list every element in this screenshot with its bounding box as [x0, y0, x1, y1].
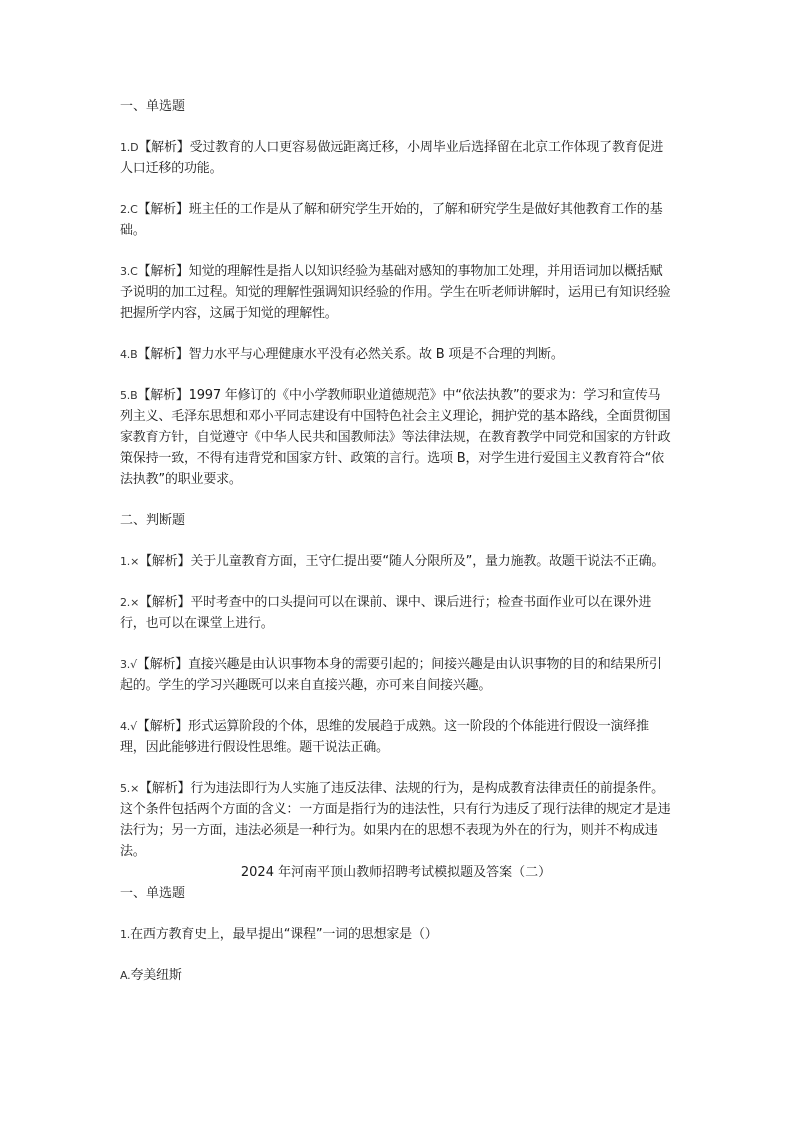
answer-item [120, 199, 672, 241]
answer-explanation: 【解析】受过教育的人口更容易做远距离迁移，小周毕业后选择留在北京工作体现了教育促进人口迁移的功能。 [120, 140, 664, 176]
answer-item [120, 778, 672, 862]
answer-number: 1.× [120, 555, 140, 568]
answer-number: 4.B [120, 348, 138, 361]
answer-explanation: 【解析】行为违法即行为人实施了违反法律、法规的行为，是构成教育法律责任的前提条件。这个条件包括两个方面的含义：一方面是指行为的违法性，只有行为违反了现行法律的规定才是违法行为；另一方面，违法必须是一种行为。如果内在的思想不表现为外在的行为，则并不构成违法。 [120, 781, 671, 859]
option-text: 夸美纽斯 [130, 968, 182, 983]
answer-item [120, 716, 672, 758]
answer-explanation: 【解析】智力水平与心理健康水平没有必然关系。故 B 项是不合理的判断。 [137, 347, 564, 362]
answer-item [120, 344, 672, 365]
answer-explanation: 【解析】关于儿童教育方面，王守仁提出要“随人分限所及”，量力施教。故题干说法不正确。 [139, 554, 665, 569]
option-letter: A. [120, 969, 131, 982]
answer-number: 1.D [120, 141, 139, 154]
section-heading-single-choice-2: 一、单选题 [120, 886, 186, 901]
option-item [120, 965, 672, 986]
document-title: 2024 年河南平顶山教师招聘考试模拟题及答案（二） [240, 865, 552, 880]
answer-explanation: 【解析】平时考查中的口头提问可以在课前、课中、课后进行；检查书面作业可以在课外进行，也可以在课堂上进行。 [120, 595, 652, 631]
answer-number: 4.√ [120, 720, 137, 733]
answer-explanation: 【解析】班主任的工作是从了解和研究学生开始的，了解和研究学生是做好其他教育工作的基础。 [120, 202, 663, 238]
section-heading-true-false: 二、判断题 [120, 513, 186, 528]
answer-item [120, 385, 672, 490]
answer-explanation: 【解析】形式运算阶段的个体，思维的发展趋于成熟。这一阶段的个体能进行假设一演绎推理，因此能够进行假设性思维。题干说法正确。 [120, 719, 649, 755]
answer-item [120, 261, 672, 324]
answer-item [120, 137, 672, 179]
answer-number: 5.B [120, 389, 138, 402]
answer-number: 3.C [120, 265, 138, 278]
document-page [120, 96, 672, 986]
answer-number: 2.C [120, 203, 138, 216]
answer-number: 5.× [120, 782, 140, 795]
answer-item [120, 551, 672, 572]
answer-item [120, 654, 672, 696]
section-heading-single-choice: 一、单选题 [120, 99, 186, 114]
question-number: 1. [120, 928, 131, 941]
answer-explanation: 【解析】1997 年修订的《中小学教师职业道德规范》中“依法执教”的要求为：学习和宣传马列主义、毛泽东思想和邓小平同志建设有中国特色社会主义理论，拥护党的基本路线，全面贯彻国家教育方针，自觉遵守《中华人民共和国教师法》等法律法规，在教育教学中同党和国家的方针政策保持一致，不得有违背党和国家方针、政策的言行。选项 B，对学生进行爱国主义教育符合“依法执教”的职业要求。 [120, 388, 671, 487]
question-item [120, 924, 672, 945]
answer-explanation: 【解析】直接兴趣是由认识事物本身的需要引起的；间接兴趣是由认识事物的目的和结果所引起的。学生的学习兴趣既可以来自直接兴趣，亦可来自间接兴趣。 [120, 657, 662, 693]
answer-explanation: 【解析】知觉的理解性是指人以知识经验为基础对感知的事物加工处理，并用语词加以概括赋予说明的加工过程。知觉的理解性强调知识经验的作用。学生在听老师讲解时，运用已有知识经验把握所学内容，这属于知觉的理解性。 [120, 264, 671, 321]
answer-number: 2.× [120, 596, 140, 609]
question-text: 在西方教育史上，最早提出“课程”一词的思想家是（） [130, 927, 438, 942]
answer-item [120, 592, 672, 634]
answer-number: 3.√ [120, 658, 137, 671]
